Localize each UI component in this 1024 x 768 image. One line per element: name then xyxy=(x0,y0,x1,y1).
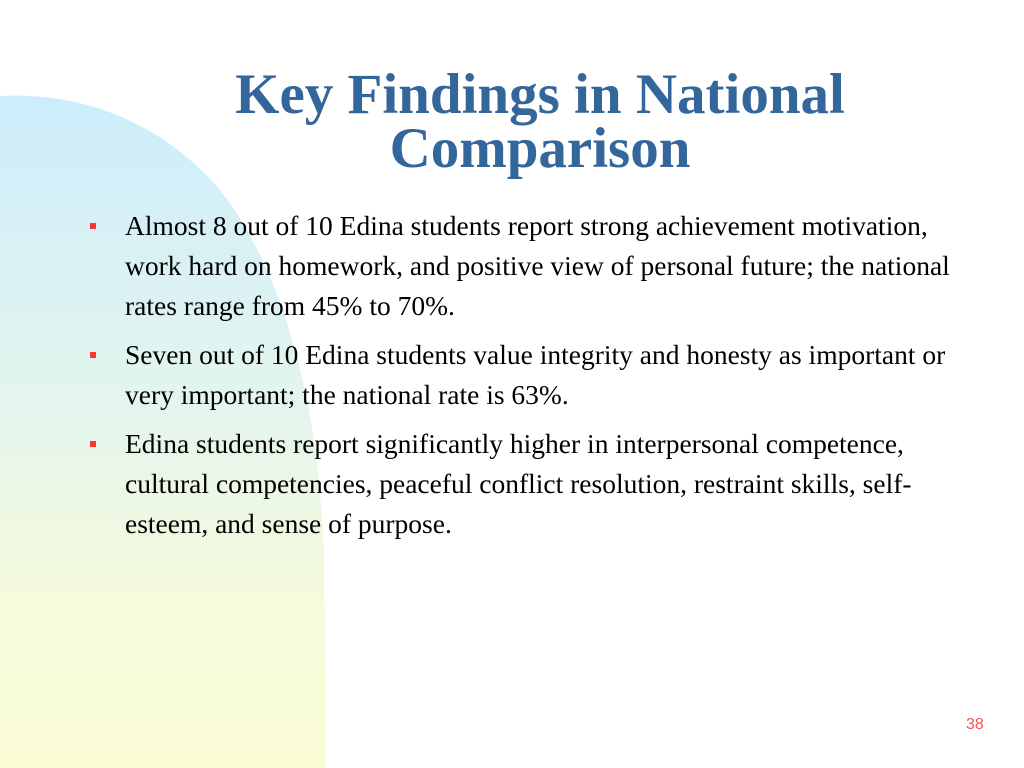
page-number: 38 xyxy=(966,716,984,733)
slide-title-line-2: Comparison xyxy=(389,117,691,180)
bullet-text: Seven out of 10 Edina students value integrity and honesty as important or very important; the national rate is 63%. xyxy=(125,339,946,410)
bullet-text: Edina students report significantly higher in interpersonal competence, cultural competencies, peaceful conflict resolution, restraint skills, self-esteem, and sense of purpose. xyxy=(125,428,912,539)
square-bullet-icon xyxy=(90,223,96,229)
slide-title-line-1: Key Findings in National xyxy=(235,63,845,126)
bullet-item xyxy=(88,424,988,544)
bullet-item xyxy=(88,335,988,415)
bullet-list xyxy=(88,206,988,553)
slide-title xyxy=(150,63,930,180)
bullet-item xyxy=(88,206,988,326)
square-bullet-icon xyxy=(90,441,96,447)
bullet-text: Almost 8 out of 10 Edina students report strong achievement motivation, work hard on homework, and positive view of personal future; the national rates range from 45% to 70%. xyxy=(125,210,950,321)
square-bullet-icon xyxy=(90,352,96,358)
